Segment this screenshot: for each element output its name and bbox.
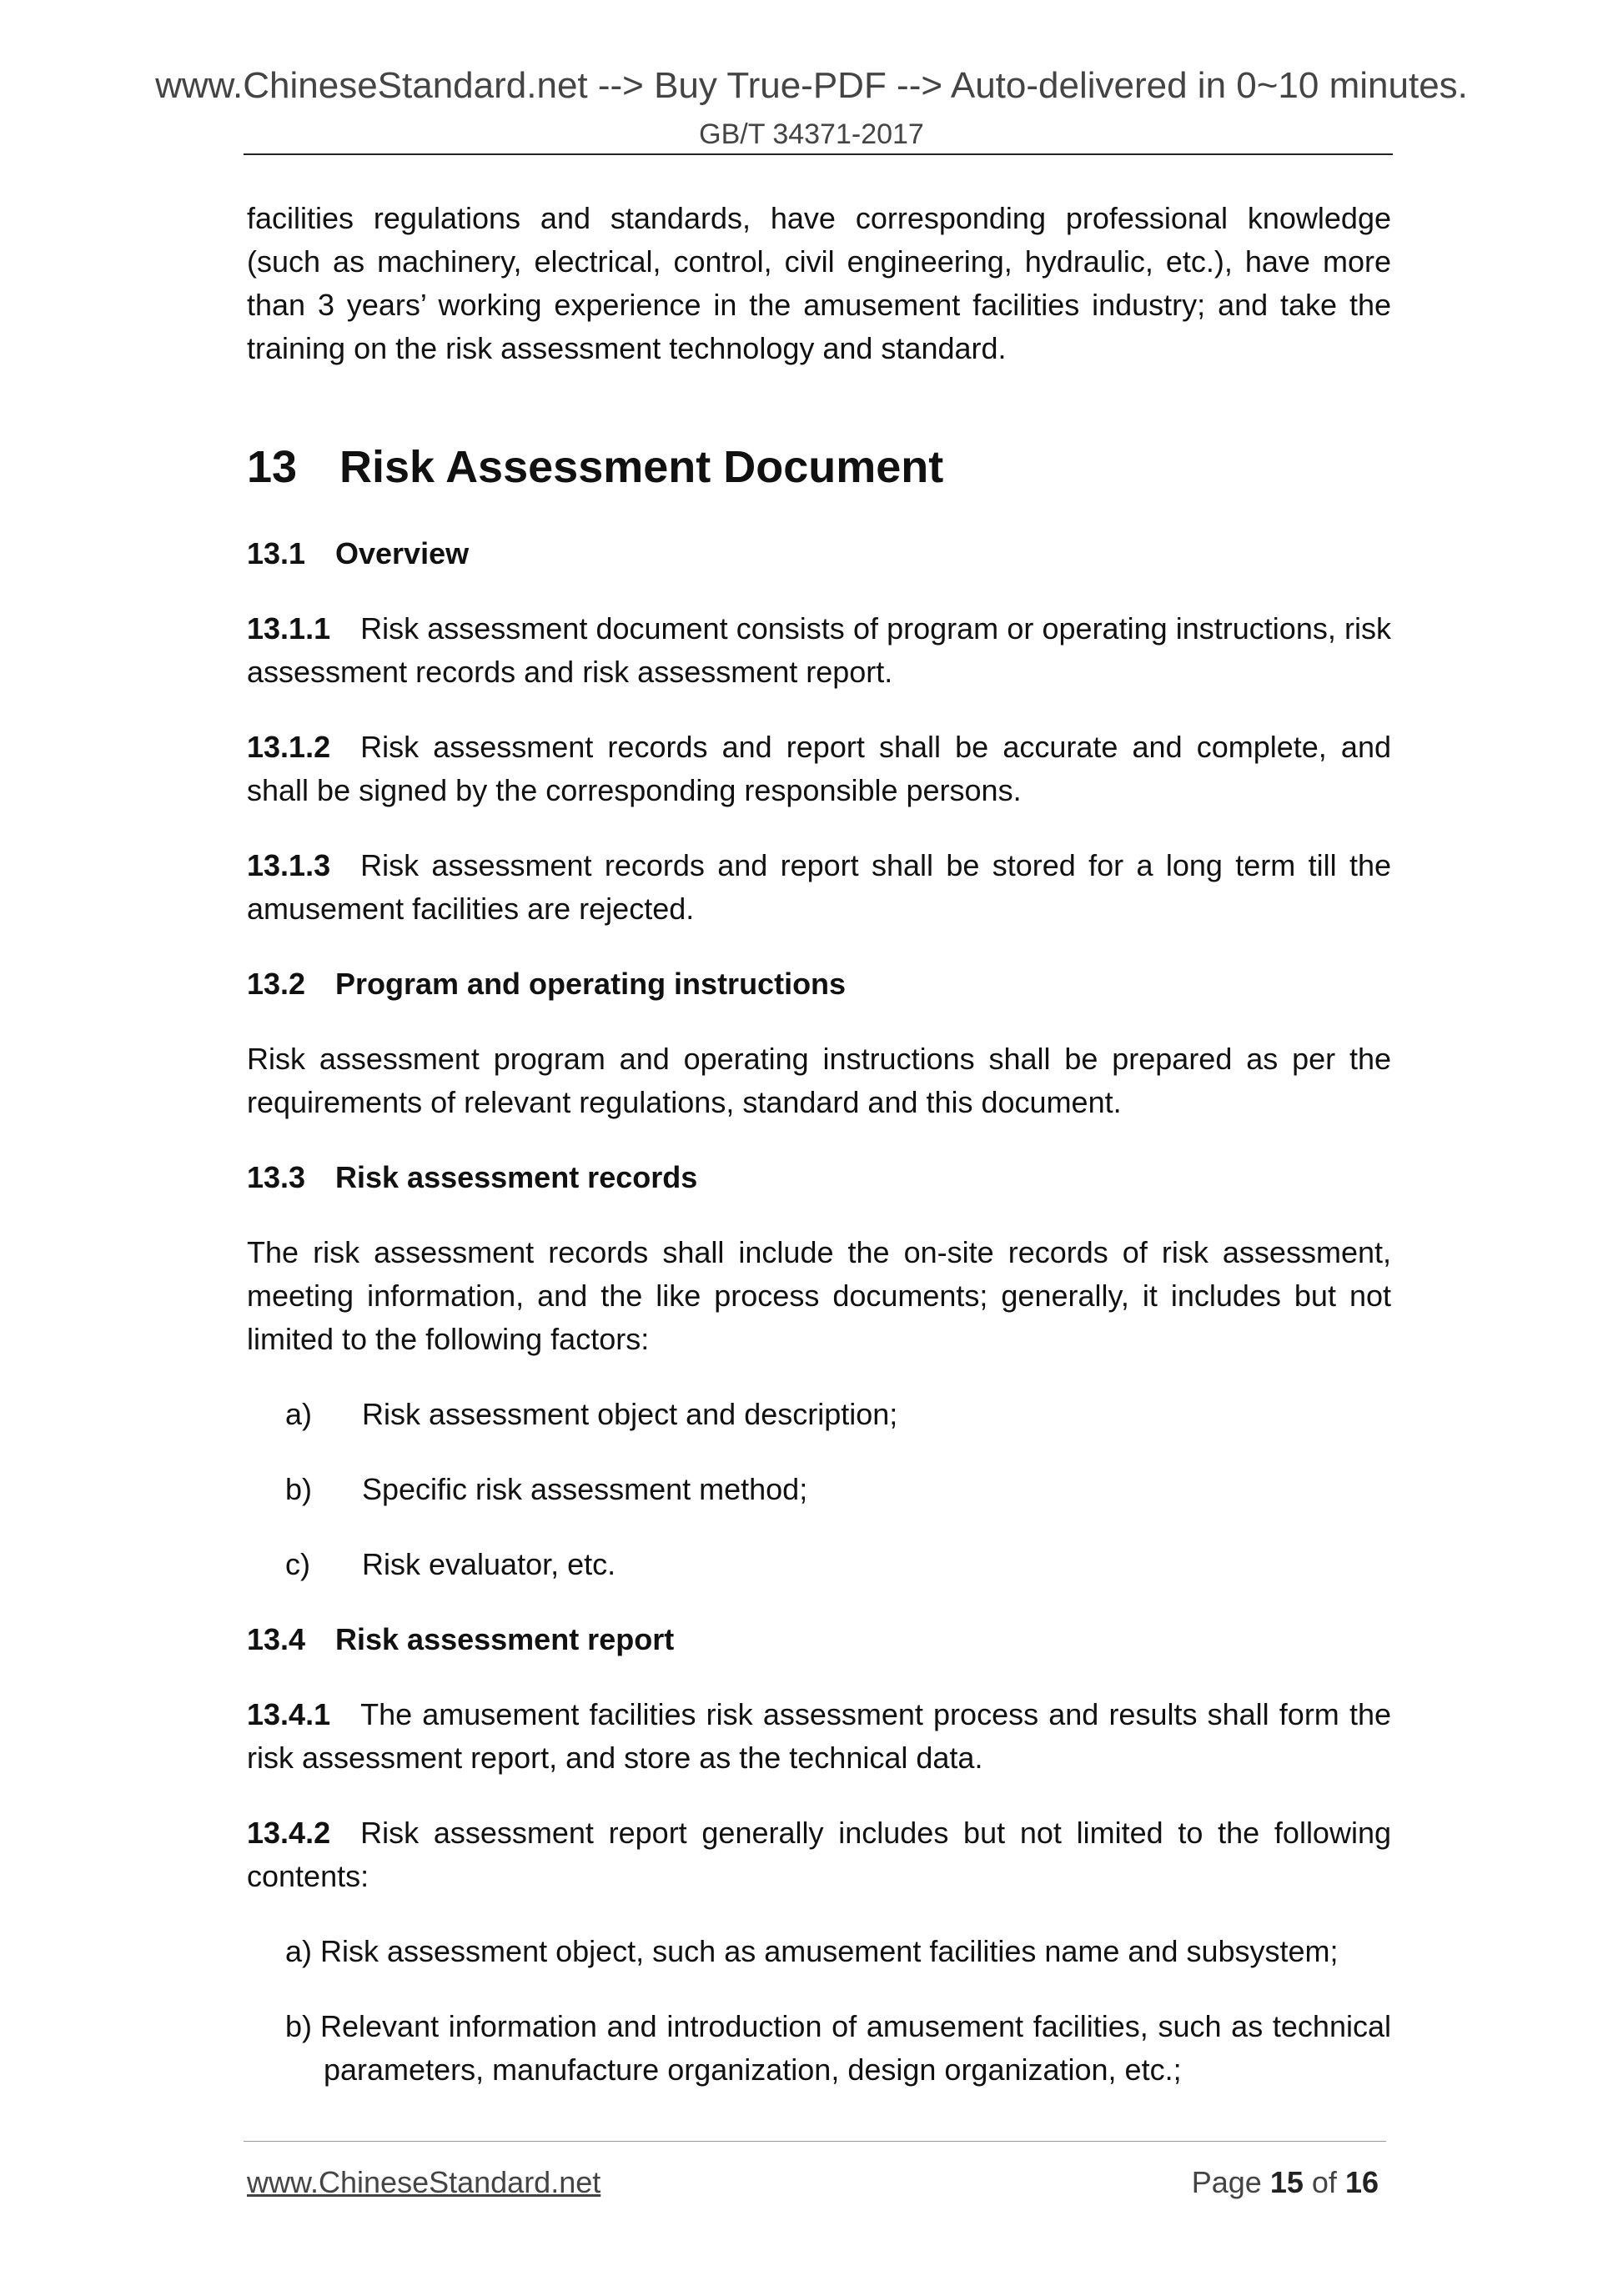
header-banner[interactable]: www.ChineseStandard.net --> Buy True-PDF --> Auto-delivered in 0~10 minutes. (155, 65, 1468, 106)
subsection-number: 13.2 (247, 967, 306, 1001)
clause-number: 13.1.3 (247, 848, 331, 882)
page-total: 16 (1344, 2165, 1379, 2199)
section-13-4-heading (247, 1618, 1391, 1661)
clause-number: 13.4.1 (247, 1697, 331, 1731)
section-13-1-heading (247, 532, 1391, 575)
page-label: Page (1191, 2165, 1262, 2199)
clause-text: The amusement facilities risk assessment process and results shall form the risk assessment report, and store as the technical data. (247, 1697, 1391, 1775)
list-marker: a) (285, 1397, 313, 1431)
clause-number: 13.4.2 (247, 1816, 331, 1850)
list-marker: c) (285, 1547, 310, 1581)
clause-text: Risk assessment report generally includes but not limited to the following contents: (247, 1816, 1391, 1893)
clause-13-4-2 (247, 1811, 1391, 1898)
section-13-3-text: The risk assessment records shall include the on-site records of risk assessment, meeting information, and the like process documents; generally, it includes but not limited to the following factors: (247, 1235, 1391, 1356)
list-text: Risk assessment object and description; (362, 1397, 898, 1431)
list-marker: a) (285, 1934, 313, 1968)
page-content (247, 197, 1391, 2123)
clause-number: 13.1.1 (247, 611, 331, 646)
subsection-title: Risk assessment records (335, 1160, 698, 1194)
page-of: of (1311, 2165, 1337, 2199)
section-13-3-heading (247, 1156, 1391, 1199)
list-item (247, 1930, 1391, 1973)
clause-number: 13.1.2 (247, 730, 331, 764)
page-number (1192, 2165, 1379, 2200)
list-marker: b) (285, 1472, 313, 1506)
list-text: Risk evaluator, etc. (362, 1547, 616, 1581)
clause-text: Risk assessment records and report shall be stored for a long term till the amusement facilities are rejected. (247, 848, 1391, 926)
section-number: 13 (247, 442, 298, 492)
list-marker: b) (285, 2009, 313, 2043)
list-item (247, 1543, 1391, 1586)
clause-text: Risk assessment records and report shall be accurate and complete, and shall be signed by the corresponding responsible persons. (247, 730, 1391, 807)
subsection-title: Program and operating instructions (335, 967, 847, 1001)
intro-continuation: facilities regulations and standards, have corresponding professional knowledge (such as machinery, electrical, control, civil engineering, hydraulic, etc.), have more than 3 years’ working experience in the amusement facilities industry; and take the training on the risk assessment technology and standard. (247, 201, 1391, 365)
list-item (247, 2005, 1391, 2092)
clause-13-1-3 (247, 844, 1391, 931)
subsection-number: 13.3 (247, 1160, 306, 1194)
subsection-title: Overview (335, 536, 470, 570)
clause-13-1-2 (247, 726, 1391, 812)
list-item (247, 1468, 1391, 1511)
page-current: 15 (1269, 2165, 1304, 2199)
list-text: Risk assessment object, such as amusement facilities name and subsystem; (320, 1934, 1339, 1968)
section-13-heading (247, 440, 1391, 494)
subsection-number: 13.1 (247, 536, 306, 570)
header-divider (244, 153, 1393, 155)
subsection-number: 13.4 (247, 1622, 306, 1656)
footer-divider (244, 2141, 1386, 2142)
clause-text: Risk assessment document consists of program or operating instructions, risk assessment records and risk assessment report. (247, 611, 1391, 689)
section-13-2-text: Risk assessment program and operating instructions shall be prepared as per the requirements of relevant regulations, standard and this document. (247, 1042, 1391, 1119)
clause-13-1-1 (247, 607, 1391, 694)
clause-13-4-1 (247, 1693, 1391, 1780)
standard-code: GB/T 34371-2017 (699, 118, 924, 150)
list-text: Relevant information and introduction of amusement facilities, such as technical parameters, manufacture organization, design organization, etc.; (320, 2009, 1391, 2087)
list-item (247, 1393, 1391, 1436)
section-13-2-heading (247, 962, 1391, 1006)
subsection-title: Risk assessment report (335, 1622, 675, 1656)
list-text: Specific risk assessment method; (362, 1472, 808, 1506)
footer-site-link[interactable]: www.ChineseStandard.net (247, 2165, 601, 2199)
section-title: Risk Assessment Document (339, 442, 944, 492)
